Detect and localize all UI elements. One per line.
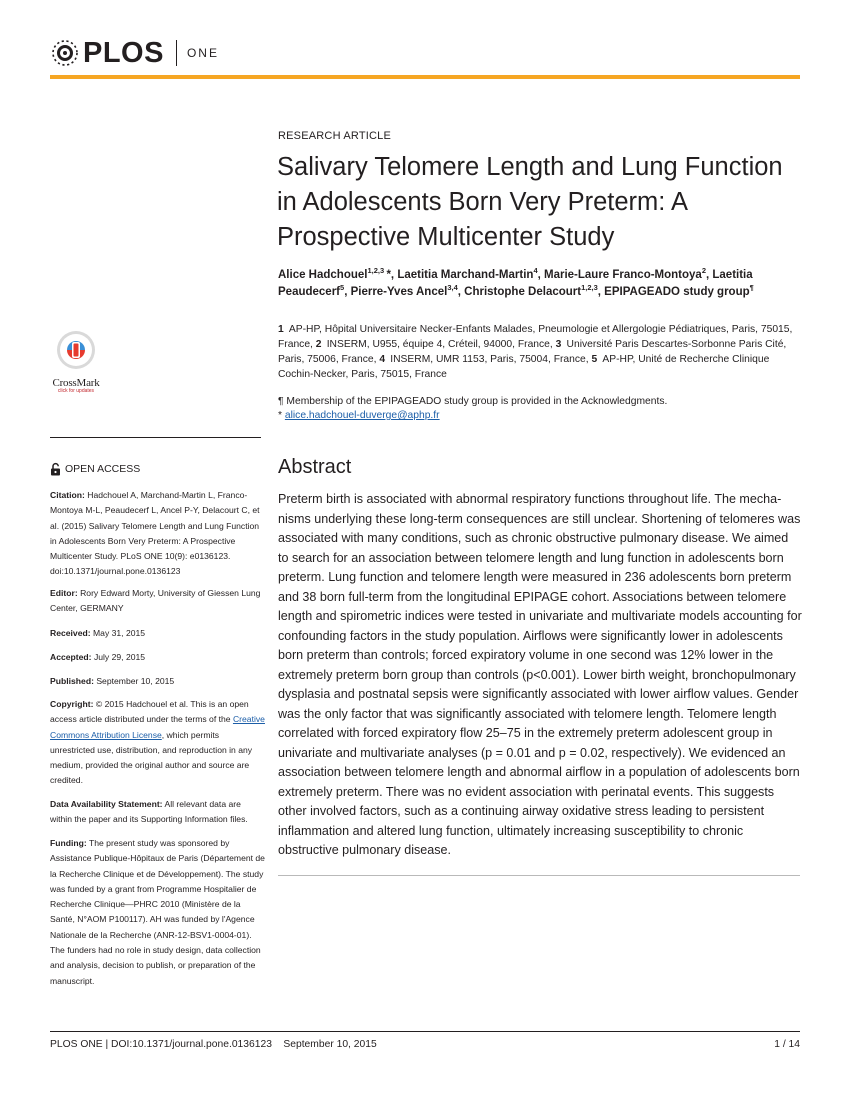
affiliation-number: 5 [591, 354, 598, 365]
data-availability-label: Data Availability Statement: [50, 799, 163, 809]
corresponding-marker: * [278, 410, 285, 421]
footer-doi: PLOS ONE | DOI:10.1371/journal.pone.0136123 [50, 1039, 272, 1050]
received-text: May 31, 2015 [93, 628, 146, 638]
abstract-text: Preterm birth is associated with abnormal respiratory functions throughout life. The mechanisms underlying these long-term consequences are still unclear. Shortening of telomeres was associated with many conditions, such as chronic obstructive pulmonary disease. We aimed to search for an association between telomere length and lung function in adolescents born preterm. Lung function and telomere length were measured in 236 adolescents born preterm and 38 born full-term from the longitudinal EPIPAGE cohort. Associations between telomere length and spirometric indices were tested in univariate and multivariate models accounting for confounding factors in the study population. Airflows were significantly lower in adolescents born preterm than controls; forced expiratory volume in one second was 12% lower in the extremely preterm born group than controls (p<0.001). Lower birth weight, bronchopulmonary dysplasia and postnatal sepsis were significantly associated with lower airflow values. Gender was the only factor that was significantly associated with telomere length. Telomere length correlated with forced expiratory flow 25–75 in the extremely preterm adolescent group in univariate and multivariate analyses (p = 0.01 and p = 0.02, respectively). We evidenced an association between telomere length and abnormal airflow in a population of adolescents born extremely preterm. There was no evident association with perinatal events. This suggests other involved factors, such as a continuing airway oxidative stress leading to persistent inflammation and altered lung function, ultimately increasing susceptibility to chronic obstructive pulmonary disease. [278, 492, 802, 857]
accepted-text: July 29, 2015 [93, 652, 146, 662]
editor-label: Editor: [50, 588, 78, 598]
funding-block [50, 836, 265, 989]
author-affiliation-marker: 3,4 [447, 283, 458, 292]
affiliation-text: AP-HP, Hôpital Universitaire Necker-Enfants Malades, Pneumologie et Allergologie Pédiatriques, Paris, 75015, France, [278, 324, 793, 350]
author-affiliation-marker: 4 [533, 266, 538, 275]
copyright-label: Copyright: [50, 699, 94, 709]
author-list: Alice Hadchouel$^{1,2,3}$ *, Laetitia Marchand-Martin$^4$, Marie-Laure Franco-Montoya$^2$, Laetitia Peaudecerf$^5$, Pierre-Yves Ancel$^{3,4}$, Christophe Delacourt$^{1,2,3}$, EPIPAGEADO study group¶ [278, 266, 754, 298]
published-block [50, 674, 265, 689]
author-notes [278, 395, 800, 423]
published-text: September 10, 2015 [96, 676, 175, 686]
corresponding-email-link[interactable]: alice.hadchouel-duverge@aphp.fr [284, 410, 440, 421]
accepted-label: Accepted: [50, 652, 92, 662]
funding-label: Funding: [50, 838, 87, 848]
affiliation-text: INSERM, UMR 1153, Paris, 75004, France, [390, 354, 589, 365]
logo-text: PLOS [83, 36, 164, 69]
article-type: RESEARCH ARTICLE [278, 130, 392, 142]
author-name: EPIPAGEADO study group [604, 286, 750, 298]
crossmark-badge[interactable] [48, 330, 104, 394]
author-affiliation-marker: ¶ [749, 283, 754, 292]
data-availability-text: All relevant data are within the paper and its Supporting Information files. [50, 799, 248, 825]
received-label: Received: [50, 628, 91, 638]
author-name: Laetitia Marchand-Martin [397, 269, 534, 281]
author-name: Pierre-Yves Ancel [350, 286, 448, 298]
logo-journal: ONE [186, 46, 219, 60]
affiliation-number: 3 [555, 339, 562, 350]
open-access-label: OPEN ACCESS [65, 463, 141, 475]
editor-text: Rory Edward Morty, University of Giessen Lung Center, GERMANY [50, 588, 261, 614]
plos-logo [50, 36, 219, 70]
corresponding-author [278, 409, 800, 423]
received-block [50, 626, 265, 641]
affiliation-number: 1 [278, 324, 284, 335]
copyright-text-cont: , which permits unrestricted use, distribution, and reproduction in any medium, provided the original author and source are credited. [50, 729, 253, 786]
crossmark-label: CrossMark [52, 377, 100, 389]
footer-rule [50, 1031, 800, 1032]
plos-logo-icon [50, 38, 80, 68]
author-name: Christophe Delacourt [464, 286, 582, 298]
sidebar-rule [50, 437, 261, 438]
footer-citation [50, 1039, 377, 1050]
author-affiliation-marker: 1,2,3 [581, 283, 598, 292]
data-availability-block [50, 797, 265, 828]
affiliation-number: 2 [315, 339, 322, 350]
footer-date: September 10, 2015 [283, 1039, 377, 1050]
accepted-block [50, 650, 265, 665]
header-rule [50, 75, 800, 79]
open-access-badge [50, 462, 140, 476]
article-title: Salivary Telomere Length and Lung Function in Adolescents Born Very Preterm: A Prospective Multicenter Study [277, 153, 783, 251]
affiliation-number: 4 [379, 354, 386, 365]
copyright-block [50, 697, 265, 789]
affiliation-text: INSERM, U955, équipe 4, Créteil, 94000, France, [326, 339, 553, 350]
author-name: Alice Hadchouel [278, 269, 368, 281]
open-lock-icon [50, 462, 61, 476]
author-name: Marie-Laure Franco-Montoya [544, 269, 702, 281]
crossmark-sublabel: click for updates [57, 388, 95, 394]
author-affiliation-marker: 1,2,3 [367, 266, 385, 275]
affiliations [278, 322, 800, 382]
license-link[interactable]: Creative Commons Attribution License [50, 714, 265, 740]
author-affiliation-marker: 5 [340, 283, 345, 292]
page-number: 1 / 14 [774, 1039, 800, 1050]
editor-block [50, 586, 265, 617]
abstract-rule [278, 875, 800, 876]
membership-note: ¶ Membership of the EPIPAGEADO study group is provided in the Acknowledgments. [278, 396, 668, 407]
funding-text: The present study was sponsored by Assistance Publique-Hôpitaux de Paris (Département de la Recherche Clinique et de Développement). The study was funded by a grant from Programme Hospitalier de Recherche Clinique—PHRC 2010 (Ministère de la Santé, N°AOM P100117). AH was funded by l'Agence Nationale de la Recherche (ANR-12-BSV1-0004-01). The funders had no role in study design, data collection and analysis, decision to publish, or preparation of the manuscript. [50, 838, 265, 986]
abstract-heading: Abstract [278, 456, 352, 478]
citation-label: Citation: [50, 490, 85, 500]
citation-block [50, 488, 265, 580]
citation-text: Hadchouel A, Marchand-Martin L, Franco-Montoya M-L, Peaudecerf L, Ancel P-Y, Delacourt C, et al. (2015) Salivary Telomere Length and Lung Function in Adolescents Born Very Preterm: A Prospective Multicenter Study. PLoS ONE 10(9): e0136123. doi:10.1371/journal.pone.0136123 [50, 490, 260, 577]
affiliation-text: AP-HP, Unité de Recherche Clinique Cochin-Necker, Paris, 75015, France [278, 354, 770, 380]
logo-divider [176, 40, 177, 66]
affiliation-text: Université Paris Descartes-Sorbonne Paris Cité, Paris, 75006, France, [278, 339, 787, 365]
published-label: Published: [50, 676, 94, 686]
copyright-text: © 2015 Hadchouel et al. This is an open access article distributed under the terms of the [50, 699, 249, 725]
author-affiliation-marker: 2 [701, 266, 706, 275]
crossmark-icon [56, 330, 96, 370]
author-name: Laetitia Peaudecerf [278, 269, 753, 298]
